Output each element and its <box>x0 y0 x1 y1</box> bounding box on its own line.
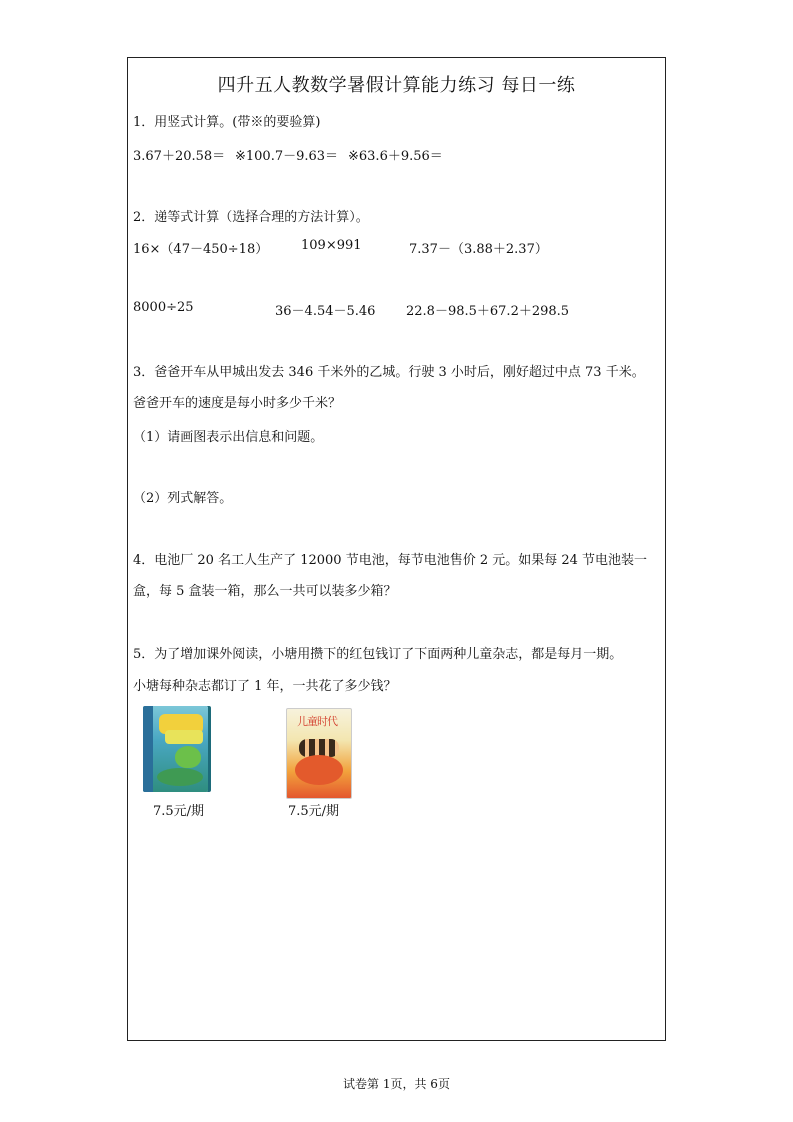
q3-line-1: 3．爸爸开车从甲城出发去 346 千米外的乙城。行驶 3 小时后，刚好超过中点 73 千米。 <box>133 365 645 380</box>
magazine-2-price: 7.5元/期 <box>288 804 340 819</box>
q2-item-3: 7.37－（3.88＋2.37） <box>409 242 548 257</box>
q2-item-4: 8000÷25 <box>133 300 194 315</box>
q3-sub-1: （1）请画图表示出信息和问题。 <box>133 430 324 445</box>
q1-item-2: ※100.7－9.63＝ <box>235 149 339 164</box>
magazine-2-title: 儿童时代 <box>297 715 337 728</box>
q4-line-2: 盒，每 5 盒装一箱，那么一共可以装多少箱？ <box>133 584 397 599</box>
q5-line-1: 5．为了增加课外阅读，小塘用攒下的红包钱订了下面两种儿童杂志，都是每月一期。 <box>133 647 623 662</box>
magazine-cover-frog <box>143 706 208 792</box>
q2-heading: 2．递等式计算（选择合理的方法计算）。 <box>133 210 369 225</box>
q2-item-2: 109×991 <box>301 238 362 253</box>
q3-line-2: 爸爸开车的速度是每小时多少千米？ <box>133 396 342 411</box>
q4-line-1: 4．电池厂 20 名工人生产了 12000 节电池，每节电池售价 2 元。如果每 24 节电池装一 <box>133 553 648 568</box>
q1-item-3: ※63.6＋9.56＝ <box>348 149 443 164</box>
q5-line-2: 小塘每种杂志都订了 1 年，一共花了多少钱？ <box>133 679 397 694</box>
magazine-cover-ertong-shidai <box>286 708 352 799</box>
q2-item-6: 22.8－98.5＋67.2＋298.5 <box>406 304 570 319</box>
q3-sub-2: （2）列式解答。 <box>133 491 233 506</box>
page-title: 四升五人教数学暑假计算能力练习 每日一练 <box>217 75 576 96</box>
q2-item-1: 16×（47－450÷18） <box>133 242 269 257</box>
q1-item-1: 3.67＋20.58＝ <box>133 149 226 164</box>
q2-item-5: 36－4.54－5.46 <box>275 304 376 319</box>
magazine-1-price: 7.5元/期 <box>153 804 205 819</box>
q1-heading: 1．用竖式计算。(带※的要验算) <box>133 115 321 130</box>
page-footer: 试卷第 1页，共 6页 <box>343 1077 450 1091</box>
worksheet-frame <box>127 57 666 1041</box>
